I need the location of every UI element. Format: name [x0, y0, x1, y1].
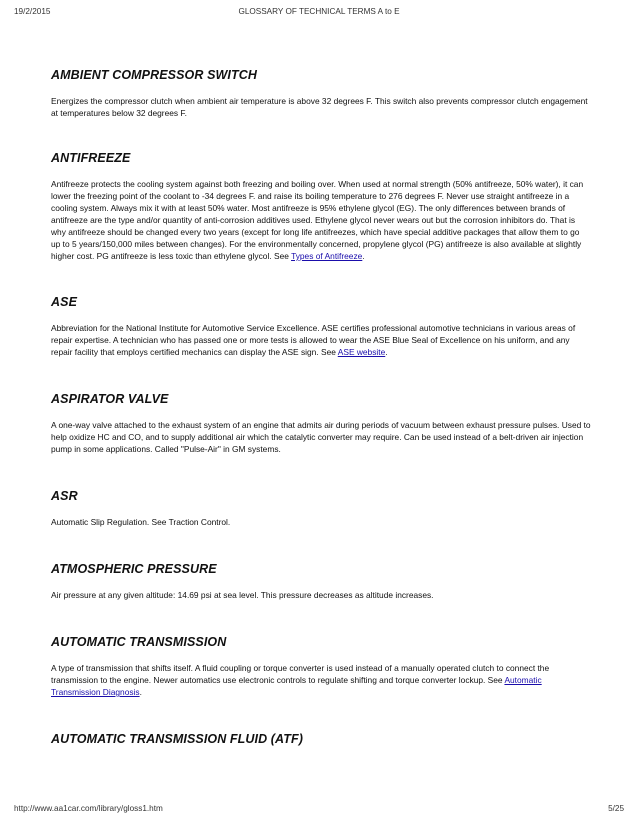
definition-text: Abbreviation for the National Institute for Automotive Service Excellence. ASE certifies professional automotive technicians in various areas of repair expertise. A technician who has passed one or more tests is allowed to wear the ASE Blue Seal of Excellence on his uniform, and any repair facility that employs certified mechanics can display the ASE sign. See	[51, 323, 576, 357]
entry-definition	[51, 178, 591, 262]
glossary-entry-automatic-transmission-fluid	[51, 732, 591, 747]
entry-definition	[51, 95, 591, 119]
print-footer	[14, 804, 624, 816]
entry-term: AUTOMATIC TRANSMISSION FLUID (ATF)	[51, 732, 303, 746]
definition-text: A one-way valve attached to the exhaust system of an engine that admits air during periods of vacuum between exhaust pressure pulses. Used to help oxidize HC and CO, and to supply additional air which the catalytic converter may require. Can be used instead of a belt-driven air injection pump in some applications. Called "Pulse-Air" in GM systems.	[51, 420, 591, 454]
entry-definition	[51, 322, 591, 358]
ase-website-link[interactable]: ASE website	[337, 347, 386, 357]
print-header	[14, 7, 624, 19]
glossary-entry-ambient-compressor-switch	[51, 68, 591, 119]
definition-text: Air pressure at any given altitude: 14.69 psi at sea level. This pressure decreases as altitude increases.	[51, 590, 434, 600]
entry-term: AUTOMATIC TRANSMISSION	[51, 635, 227, 649]
glossary-content	[51, 68, 591, 747]
glossary-entry-ase	[51, 295, 591, 358]
entry-term: ANTIFREEZE	[51, 151, 131, 165]
glossary-entry-automatic-transmission	[51, 635, 591, 698]
entry-term: ASE	[51, 295, 78, 309]
entry-term: ATMOSPHERIC PRESSURE	[51, 562, 217, 576]
definition-end: .	[385, 347, 388, 357]
entry-definition	[51, 419, 591, 455]
entry-definition	[51, 662, 591, 698]
print-page-title: GLOSSARY OF TECHNICAL TERMS A to E	[238, 7, 400, 16]
glossary-entry-asr	[51, 489, 591, 528]
entry-definition	[51, 516, 591, 528]
definition-end: .	[362, 251, 365, 261]
entry-term: AMBIENT COMPRESSOR SWITCH	[51, 68, 257, 82]
entry-definition	[51, 589, 591, 601]
print-url: http://www.aa1car.com/library/gloss1.htm	[14, 804, 163, 813]
page-number: 5/25	[608, 804, 624, 813]
types-of-antifreeze-link[interactable]: Types of Antifreeze	[291, 251, 363, 261]
glossary-entry-atmospheric-pressure	[51, 562, 591, 601]
entry-term: ASPIRATOR VALVE	[51, 392, 169, 406]
definition-end: .	[139, 687, 142, 697]
definition-text: Antifreeze protects the cooling system against both freezing and boiling over. When used at normal strength (50% antifreeze, 50% water), it can lower the freezing point of the coolant to -34 degrees F. and raise its boiling temperature to 276 degrees F. Never use straight antifreeze in a cooling system. Always mix it with at least 50% water. Most antifreeze is 95% ethylene glycol (EG). The only differences between brands of antifreeze are the type and/or quantity of anti-corrosion additives used. Ethylene glycol never wears out but the corrosion inhibitors do. That is why antifreeze should be changed every two years (except for long life antifreezes, which have special additive packages that allow them to go up to 5 years/150,000 miles between changes). For the environmentally concerned, propylene glycol (PG) antifreeze is also available at slightly higher cost. PG antifreeze is less toxic than ethylene glycol. See	[51, 179, 584, 261]
definition-text: Automatic Slip Regulation. See Traction Control.	[51, 517, 231, 527]
definition-text: A type of transmission that shifts itself. A fluid coupling or torque converter is used instead of a manually operated clutch to connect the transmission to the engine. Newer automatics use electronic controls to regulate shifting and torque converter lockup. See	[51, 663, 550, 685]
automatic-transmission-diagnosis-link[interactable]: Automatic Transmission Diagnosis	[51, 675, 542, 697]
glossary-entry-antifreeze	[51, 151, 591, 262]
print-date: 19/2/2015	[14, 7, 51, 16]
definition-text: Energizes the compressor clutch when ambient air temperature is above 32 degrees F. This switch also prevents compressor clutch engagement at temperatures below 32 degrees F.	[51, 96, 588, 118]
glossary-entry-aspirator-valve	[51, 392, 591, 455]
entry-term: ASR	[51, 489, 78, 503]
